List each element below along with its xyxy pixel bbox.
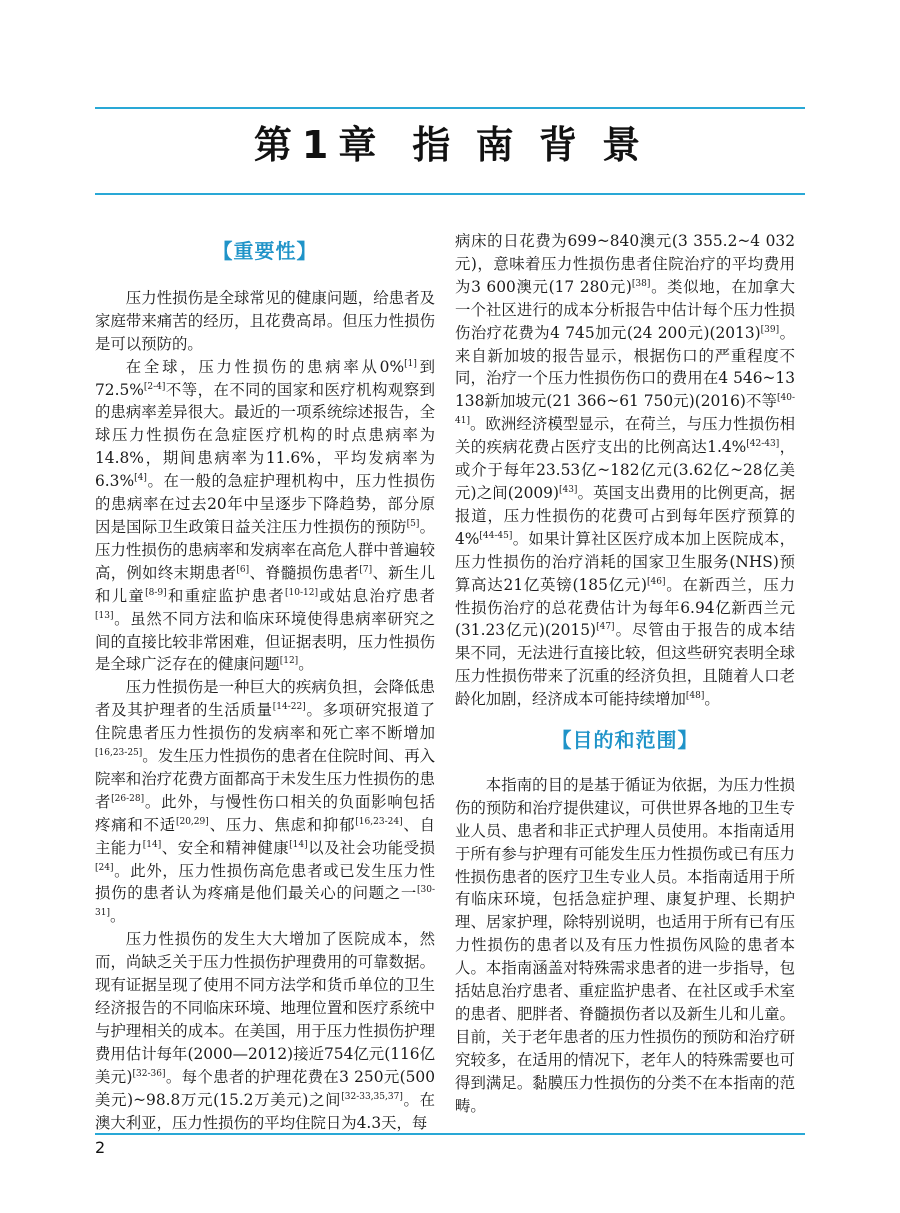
citation: [14] (289, 839, 308, 850)
citation: [40-41] (455, 393, 795, 427)
left-column (95, 240, 435, 1134)
citation: [7] (359, 564, 373, 575)
citation: [2-4] (143, 381, 166, 392)
citation: [42-43] (746, 439, 780, 450)
citation: [47] (596, 622, 615, 633)
chapter-name: 指 南 背 景 (412, 123, 647, 167)
citation: [20,29] (175, 816, 209, 827)
top-divider (95, 107, 805, 109)
citation: [24] (95, 862, 114, 873)
paragraph: 本指南的目的是基于循证为依据，为压力性损伤的预防和治疗提供建议，可供世界各地的卫生专业人员、患者和非正式护理人员使用。本指南适用于所有参与护理有可能发生压力性损伤或已有压力性损伤患者的医疗卫生专业人员。本指南适用于所有临床环境，包括急症护理、康复护理、长期护理、居家护理，除特别说明，也适用于所有已有压力性损伤的患者以及有压力性损伤风险的患者本人。本指南涵盖对特殊需求患者的进一步指导，包括姑息治疗患者、重症监护患者、在社区或手术室的患者、肥胖者、脊髓损伤者以及新生儿和儿童。目前，关于老年患者的压力性损伤的预防和治疗研究较多，在适用的情况下，老年人的特殊需要也可得到满足。黏膜压力性损伤的分类不在本指南的范畴。 (455, 775, 795, 1115)
right-column (455, 230, 795, 1118)
paragraph: 压力性损伤的发生大大增加了医院成本，然而，尚缺乏关于压力性损伤护理费用的可靠数据。现有证据呈现了使用不同方法学和货币单位的卫生经济报告的不同临床环境、地理位置和医疗系统中与护理相关的成本。在美国，用于压力性损伤护理费用估计每年(2000—2012)接近754亿元(116亿美元)[32-36]。每个患者的护理花费在3 250元(500美元)~98.8万元(15.2万美元)之间[32-33,35,37]。在澳大利亚，压力性损伤的平均住院日为4.3天，每 (95, 930, 435, 1132)
citation: [43] (558, 484, 578, 495)
title-divider (95, 193, 805, 195)
citation: [38] (631, 278, 651, 289)
citation: [5] (406, 518, 420, 529)
paragraph: 压力性损伤是一种巨大的疾病负担，会降低患者及其护理者的生活质量[14-22]。多项研究报道了住院患者压力性损伤的发病率和死亡率不断增加[16,23-25]。发生压力性损伤的患者在住院时间、再入院率和治疗花费方面都高于未发生压力性损伤的患者[26-28]。此外，与慢性伤口相关的负面影响包括疼痛和不适[20,29]、压力、焦虑和抑郁[16,23-24]、自主能力[14]、安全和精神健康[14]以及社会功能受损[24]。此外，压力性损伤高危患者或已发生压力性损伤的患者认为疼痛是他们最关心的问题之一[30-31]。 (95, 678, 435, 926)
citation: [26-28] (111, 793, 145, 804)
paragraph: 在全球，压力性损伤的患病率从0%[1]到72.5%[2-4]不等，在不同的国家和医疗机构观察到的患病率差异很大。最近的一项系统综述报告，全球压力性损伤在急症医疗机构的时点患病率为14.8%，期间患病率为11.6%，平均发病率为6.3%[4]。在一般的急症护理机构中，压力性损伤的患病率在过去20年中呈逐步下降趋势，部分原因是国际卫生政策日益关注压力性损伤的预防[5]。压力性损伤的患病率和发病率在高危人群中普遍较高，例如终末期患者[6]、脊髓损伤患者[7]、新生儿和儿童[8-9]和重症监护患者[10-12]或姑息治疗患者[13]。虽然不同方法和临床环境使得患病率研究之间的直接比较非常困难，但证据表明，压力性损伤是全球广泛存在的健康问题[12]。 (95, 357, 435, 674)
section-heading-purpose: 【目的和范围】 (551, 728, 699, 753)
citation: [8-9] (145, 587, 167, 598)
citation: [1] (404, 358, 417, 369)
right-body-after (455, 774, 795, 1118)
citation: [13] (95, 610, 114, 621)
citation: [12] (279, 656, 299, 667)
citation: [6] (236, 564, 250, 575)
chapter-prefix: 第 (253, 123, 298, 167)
citation: [32-36] (132, 1068, 166, 1079)
paragraph: 病床的日花费为699~840澳元(3 355.2~4 032元)，意味着压力性损伤患者住院治疗的平均费用为3 600澳元(17 280元)[38]。类似地，在加拿大一个社区进行的成本分析报告中估计每个压力性损伤治疗花费为4 745加元(24 200元)(2013)[39]。来自新加坡的报告显示，根据伤口的严重程度不同，治疗一个压力性损伤伤口的费用在4 546~13 138新加坡元(21 366~61 750元)(2016)不等[40-41]。欧洲经济模型显示，在荷兰，与压力性损伤相关的疾病花费占医疗支出的比例高达1.4%[42-43]，或介于每年23.53亿~182亿元(3.62亿~28亿美元)之间(2009)[43]。英国支出费用的比例更高，据报道，压力性损伤的花费可占到每年医疗预算的4%[44-45]。如果计算社区医疗成本加上医院成本，压力性损伤的治疗消耗的国家卫生服务(NHS)预算高达21亿英镑(185亿元)[46]。在新西兰，压力性损伤治疗的总花费估计为每年6.94亿新西兰元(31.23亿元)(2015)[47]。尽管由于报告的成本结果不同，无法进行直接比较，但这些研究表明全球压力性损伤带来了沉重的经济负担，且随着人口老龄化加剧，经济成本可能持续增加[48]。 (455, 232, 795, 709)
right-body-before (455, 230, 795, 711)
page-number: 2 (95, 1138, 106, 1157)
citation: [16,23-24] (355, 816, 403, 827)
citation: [10-12] (285, 587, 318, 598)
citation: [44-45] (479, 530, 513, 541)
chapter-title (95, 115, 805, 175)
chapter-suffix: 章 (338, 123, 383, 167)
citation: [39] (760, 324, 780, 335)
citation: [32-33,35,37] (341, 1091, 403, 1102)
citation: [4] (134, 473, 147, 484)
section-heading-importance: 【重要性】 (212, 239, 318, 263)
bottom-divider (95, 1133, 805, 1135)
left-body (95, 287, 435, 1135)
paragraph: 压力性损伤是全球常见的健康问题，给患者及家庭带来痛苦的经历，且花费高昂。但压力性损伤是可以预防的。 (95, 288, 435, 353)
chapter-number: 1 (301, 123, 335, 167)
citation: [14] (142, 839, 162, 850)
citation: [30-31] (95, 885, 435, 919)
citation: [46] (647, 576, 666, 587)
citation: [48] (685, 691, 705, 702)
citation: [16,23-25] (95, 748, 143, 759)
citation: [14-22] (272, 702, 306, 713)
